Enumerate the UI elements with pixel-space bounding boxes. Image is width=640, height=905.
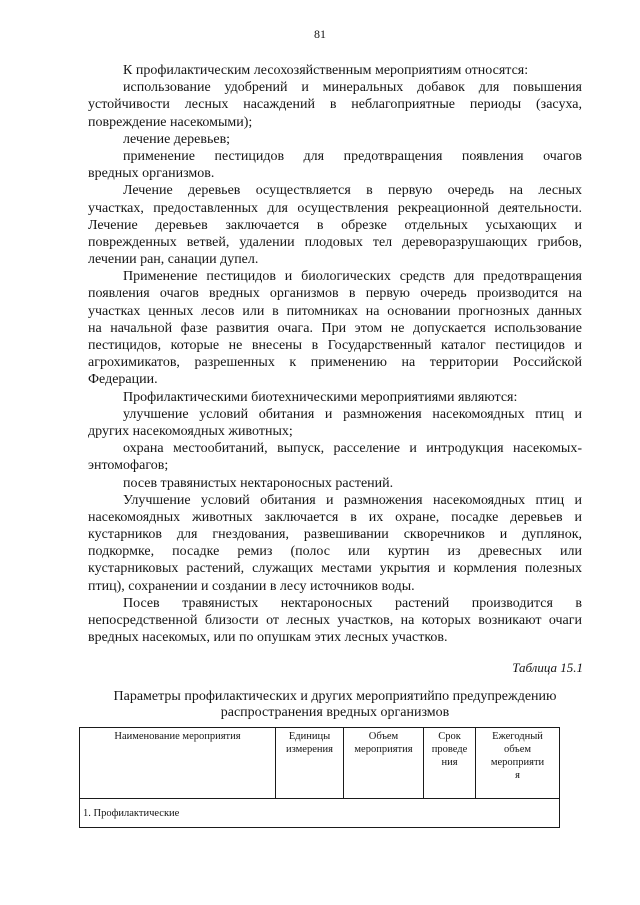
paragraph [88, 62, 582, 79]
section-cell: 1. Профилактические [80, 799, 560, 828]
paragraph [88, 406, 582, 440]
text-line: лечение деревьев; [123, 131, 231, 147]
text-line: участках ценных лесов или в питомниках на основании прогнозных данных [88, 303, 582, 319]
table-title [88, 689, 582, 721]
text-line: агрохимикатов, разрешенных к применению на территории Российской [88, 355, 582, 371]
paragraph [88, 79, 582, 131]
text-line: кустарников для гнездования, развешивании скворечников и дуплянок, [88, 527, 582, 543]
text-line: насекомоядных животных заключается в их охране, посадке деревьев и [88, 509, 582, 525]
text-line: посев травянистых нектароносных растений. [123, 475, 394, 491]
paragraph [88, 440, 582, 474]
text-line: вредных насекомых, или по опушкам этих лесных участков. [88, 630, 448, 646]
text-line: энтомофагов; [88, 458, 169, 474]
text-line: применение пестицидов для предотвращения появления очагов [123, 148, 582, 164]
text-line: повреждение насекомыми); [88, 114, 253, 130]
paragraph [88, 148, 582, 182]
text-line: птиц), сохранении и создании в лесу источников воды. [88, 578, 415, 594]
page-number: 81 [314, 27, 326, 41]
text-line: Лечение деревьев осуществляется в первую очередь на лесных [123, 183, 582, 199]
text-line: вредных организмов. [88, 166, 215, 182]
text-line: пестицидов, которые не внесены в Государственный каталог пестицидов и [88, 338, 582, 353]
column-header-text: ния [441, 757, 458, 768]
column-header-text: Ежегодный [492, 731, 543, 742]
table-title-line: Параметры профилактических и других мероприятийпо предупреждению [113, 689, 557, 704]
table-caption: Таблица 15.1 [512, 660, 583, 675]
text-line: непосредственной близости от лесных участков, на которых возникают очаги [88, 613, 582, 628]
table-row [80, 799, 560, 828]
column-header [424, 728, 476, 799]
column-header [80, 728, 276, 799]
text-line: подкормке, посадке ремиз (полос или куртин из древесных или [88, 544, 582, 560]
column-header-text: Наименование мероприятия [114, 731, 241, 742]
column-header-text: проведе [431, 744, 468, 755]
paragraph [88, 475, 582, 492]
text-line: на начальной фазе развития очага. При этом не допускается использование [88, 320, 582, 336]
text-line: поврежденных ветвей, удалении плодовых тел дереворазрушающих грибов, [88, 234, 582, 250]
text-line: устойчивости лесных насаждений в неблагоприятные периоды (засуха, [88, 97, 582, 113]
table-title-line: распространения вредных организмов [220, 705, 450, 720]
text-line: Применение пестицидов и биологических средств для предотвращения [123, 269, 582, 285]
text-line: Профилактическими биотехническими мероприятиями являются: [123, 389, 518, 405]
column-header-text: Срок [438, 731, 461, 742]
table-header-row [80, 728, 560, 799]
column-header-text: Объем [368, 731, 399, 742]
column-header-text: Единицы [288, 731, 331, 742]
text-line: появления очагов вредных организмов в первую очередь производится на [88, 286, 582, 302]
text-line: использование удобрений и минеральных добавок для повышения [123, 80, 582, 96]
column-header-text: объем [503, 744, 532, 755]
column-header-text: мероприятия [354, 744, 413, 755]
text-line: охрана местообитаний, выпуск, расселение и интродукция насекомых- [123, 441, 582, 457]
text-line: кустарниковых растений, служащих местами укрытия и кормления полезных [88, 561, 582, 577]
column-header-text: я [515, 770, 520, 781]
text-line: лечении ран, санации дупел. [88, 252, 259, 268]
column-header-text: мероприяти [490, 757, 545, 768]
column-header [476, 728, 560, 799]
text-line: участках, предоставленных для осуществления рекреационной деятельности. [88, 200, 582, 216]
column-header [344, 728, 424, 799]
text-line: улучшение условий обитания и размножения насекомоядных птиц и [123, 406, 582, 422]
text-line: других насекомоядных животных; [88, 423, 293, 439]
paragraph [88, 389, 582, 406]
text-line: Федерации. [88, 372, 158, 388]
parameters-table [79, 727, 560, 828]
text-line: К профилактическим лесохозяйственным мероприятиям относятся: [123, 63, 529, 78]
paragraph [88, 131, 582, 148]
column-header-text: измерения [286, 744, 333, 755]
paragraph [88, 595, 582, 647]
paragraph [88, 182, 582, 268]
paragraph [88, 268, 582, 388]
body-text [88, 62, 582, 646]
paragraph [88, 492, 582, 595]
column-header [276, 728, 344, 799]
text-line: Посев травянистых нектароносных растений производится в [123, 595, 582, 611]
text-line: Улучшение условий обитания и размножения насекомоядных птиц и [123, 492, 582, 508]
text-line: Лечение деревьев заключается в обрезке отдельных усыхающих и [88, 217, 582, 233]
